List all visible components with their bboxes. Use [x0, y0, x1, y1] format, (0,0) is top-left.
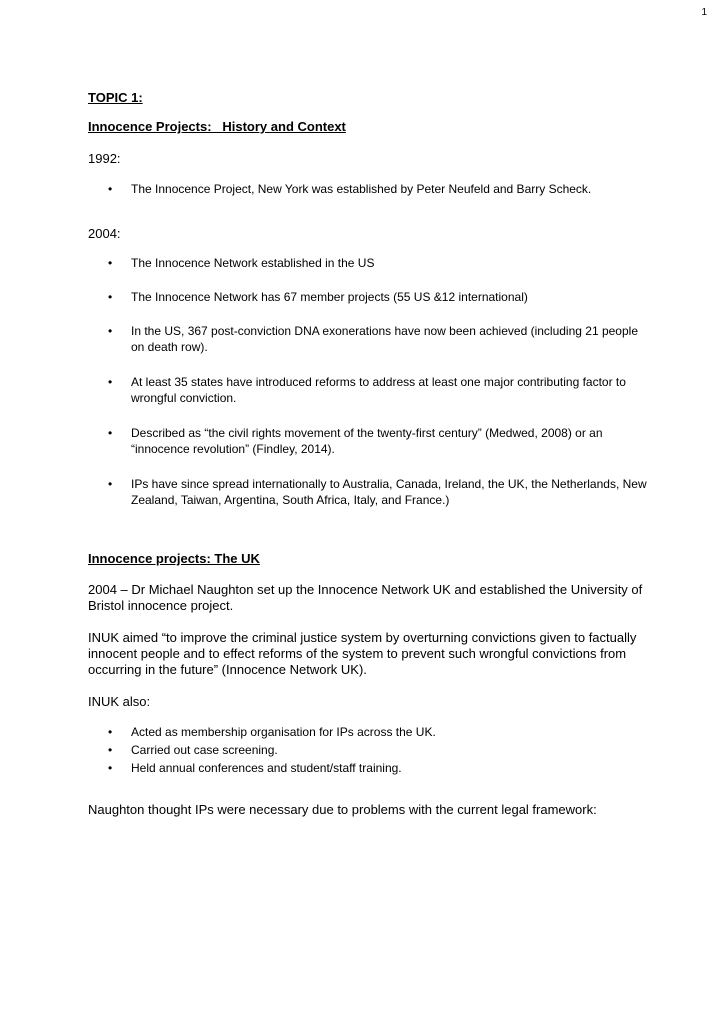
bullet-list-2004: [88, 255, 648, 508]
paragraph-legal-framework: Naughton thought IPs were necessary due to problems with the current legal framework:: [88, 802, 597, 817]
list-item: • The Innocence Network established in the US: [88, 255, 648, 271]
section-heading-history: Innocence Projects: History and Context: [88, 119, 346, 134]
document-body: [88, 88, 648, 818]
paragraph-naughton: 2004 – Dr Michael Naughton set up the Innocence Network UK and established the University of Bristol innocence project.: [88, 582, 643, 613]
list-item: • The Innocence Project, New York was established by Peter Neufeld and Barry Scheck.: [88, 181, 648, 197]
section-heading-uk: Innocence projects: The UK: [88, 551, 260, 566]
paragraph-inuk-also: INUK also:: [88, 694, 151, 709]
list-item: • IPs have since spread internationally to Australia, Canada, Ireland, the UK, the Netherlands, New Zealand, Taiwan, Argentina, South Africa, Italy, and France.): [88, 476, 648, 508]
year-label-2004: 2004:: [88, 226, 121, 241]
bullet-list-inuk: [88, 723, 648, 777]
page-number: 1: [701, 7, 707, 18]
list-item: • Acted as membership organisation for IPs across the UK.: [88, 723, 648, 741]
year-label-1992: 1992:: [88, 151, 121, 166]
list-item: • At least 35 states have introduced reforms to address at least one major contributing factor to wrongful conviction.: [88, 374, 648, 406]
list-item: • Carried out case screening.: [88, 741, 648, 759]
bullet-list-1992: [88, 181, 648, 197]
paragraph-inuk-aim: INUK aimed “to improve the criminal justice system by overturning convictions given to factually innocent people and to effect reforms of the system to prevent such wrongful convictions from occurring in the future” (Innocence Network UK).: [88, 630, 637, 677]
topic-heading: TOPIC 1:: [88, 90, 143, 105]
list-item: • In the US, 367 post-conviction DNA exonerations have now been achieved (including 21 people on death row).: [88, 323, 648, 355]
list-item: • Described as “the civil rights movement of the twenty-first century” (Medwed, 2008) or an “innocence revolution” (Findley, 2014).: [88, 425, 648, 457]
list-item: • Held annual conferences and student/staff training.: [88, 759, 648, 777]
list-item: • The Innocence Network has 67 member projects (55 US &12 international): [88, 289, 648, 305]
